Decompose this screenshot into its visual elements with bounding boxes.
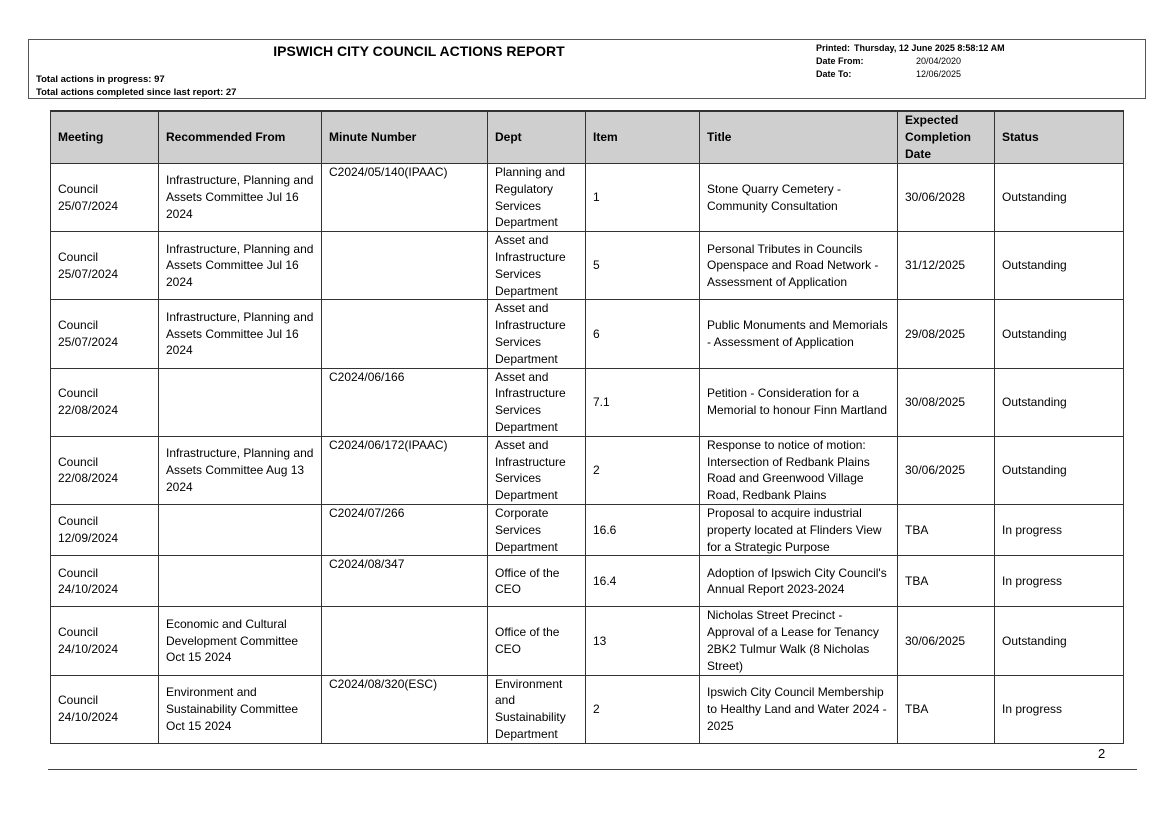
cell-status: Outstanding [995, 232, 1124, 300]
printed-label: Printed: [816, 43, 851, 53]
cell-title: Response to notice of motion: Intersection of Redbank Plains Road and Greenwood Village Road, Redbank Plains [700, 436, 898, 504]
cell-expected-completion: TBA [898, 504, 995, 555]
cell-meeting: Council 24/10/2024 [51, 675, 159, 743]
header-status: Status [995, 111, 1124, 164]
cell-minute-number [322, 607, 488, 675]
header-meeting: Meeting [51, 111, 159, 164]
cell-item: 1 [586, 164, 700, 232]
header-dept: Dept [488, 111, 586, 164]
date-from-label: Date From: [816, 56, 864, 66]
cell-meeting: Council 24/10/2024 [51, 607, 159, 675]
cell-expected-completion: 30/08/2025 [898, 368, 995, 436]
cell-recommended-from: Infrastructure, Planning and Assets Committee Jul 16 2024 [159, 164, 322, 232]
cell-status: Outstanding [995, 436, 1124, 504]
cell-title: Petition - Consideration for a Memorial to honour Finn Martland [700, 368, 898, 436]
header-item: Item [586, 111, 700, 164]
header-title: Title [700, 111, 898, 164]
cell-status: Outstanding [995, 368, 1124, 436]
cell-title: Public Monuments and Memorials - Assessment of Application [700, 300, 898, 368]
table-row [51, 232, 1124, 300]
cell-status: Outstanding [995, 164, 1124, 232]
cell-meeting: Council 22/08/2024 [51, 436, 159, 504]
cell-minute-number: C2024/08/320(ESC) [322, 675, 488, 743]
cell-dept: Environment and Sustainability Department [488, 675, 586, 743]
cell-dept: Asset and Infrastructure Services Department [488, 436, 586, 504]
cell-item: 2 [586, 436, 700, 504]
cell-dept: Corporate Services Department [488, 504, 586, 555]
date-to-row [816, 68, 1005, 81]
cell-status: In progress [995, 556, 1124, 607]
cell-minute-number: C2024/08/347 [322, 556, 488, 607]
cell-meeting: Council 12/09/2024 [51, 504, 159, 555]
cell-dept: Asset and Infrastructure Services Department [488, 368, 586, 436]
table-row [51, 300, 1124, 368]
cell-minute-number [322, 300, 488, 368]
cell-expected-completion: 31/12/2025 [898, 232, 995, 300]
cell-expected-completion: 29/08/2025 [898, 300, 995, 368]
cell-expected-completion: TBA [898, 556, 995, 607]
report-meta [816, 42, 1005, 81]
actions-table [50, 110, 1124, 744]
cell-title: Personal Tributes in Councils Openspace and Road Network - Assessment of Application [700, 232, 898, 300]
footer-divider [48, 769, 1137, 770]
total-completed: Total actions completed since last report: 27 [36, 87, 237, 98]
cell-dept: Office of the CEO [488, 607, 586, 675]
cell-recommended-from [159, 504, 322, 555]
table-row [51, 675, 1124, 743]
cell-recommended-from: Infrastructure, Planning and Assets Committee Jul 16 2024 [159, 300, 322, 368]
cell-item: 7.1 [586, 368, 700, 436]
cell-item: 2 [586, 675, 700, 743]
cell-meeting: Council 25/07/2024 [51, 300, 159, 368]
header-recommended-from: Recommended From [159, 111, 322, 164]
total-in-progress: Total actions in progress: 97 [36, 74, 165, 85]
table-row [51, 164, 1124, 232]
report-title: IPSWICH CITY COUNCIL ACTIONS REPORT [273, 43, 565, 59]
cell-minute-number: C2024/06/166 [322, 368, 488, 436]
report-header [28, 39, 1146, 99]
cell-item: 16.4 [586, 556, 700, 607]
cell-item: 5 [586, 232, 700, 300]
cell-title: Stone Quarry Cemetery - Community Consultation [700, 164, 898, 232]
cell-minute-number: C2024/07/266 [322, 504, 488, 555]
cell-status: In progress [995, 504, 1124, 555]
date-from-value: 20/04/2020 [916, 56, 962, 66]
date-to-label: Date To: [816, 69, 852, 79]
header-expected-completion-date: Expected Completion Date [898, 111, 995, 164]
page-number: 2 [1098, 746, 1106, 761]
cell-recommended-from: Infrastructure, Planning and Assets Committee Jul 16 2024 [159, 232, 322, 300]
header-minute-number: Minute Number [322, 111, 488, 164]
cell-meeting: Council 24/10/2024 [51, 556, 159, 607]
cell-dept: Asset and Infrastructure Services Department [488, 300, 586, 368]
cell-minute-number: C2024/06/172(IPAAC) [322, 436, 488, 504]
cell-title: Adoption of Ipswich City Council's Annual Report 2023-2024 [700, 556, 898, 607]
cell-meeting: Council 22/08/2024 [51, 368, 159, 436]
cell-recommended-from [159, 368, 322, 436]
cell-title: Ipswich City Council Membership to Healthy Land and Water 2024 - 2025 [700, 675, 898, 743]
cell-recommended-from [159, 556, 322, 607]
cell-title: Proposal to acquire industrial property located at Flinders View for a Strategic Purpose [700, 504, 898, 555]
table-row [51, 436, 1124, 504]
cell-meeting: Council 25/07/2024 [51, 164, 159, 232]
printed-value: Thursday, 12 June 2025 8:58:12 AM [854, 43, 1005, 53]
cell-expected-completion: 30/06/2025 [898, 436, 995, 504]
cell-expected-completion: 30/06/2025 [898, 607, 995, 675]
cell-minute-number: C2024/05/140(IPAAC) [322, 164, 488, 232]
cell-recommended-from: Environment and Sustainability Committee Oct 15 2024 [159, 675, 322, 743]
cell-status: In progress [995, 675, 1124, 743]
cell-item: 16.6 [586, 504, 700, 555]
cell-title: Nicholas Street Precinct - Approval of a Lease for Tenancy 2BK2 Tulmur Walk (8 Nicholas Street) [700, 607, 898, 675]
cell-status: Outstanding [995, 607, 1124, 675]
table-row [51, 556, 1124, 607]
cell-status: Outstanding [995, 300, 1124, 368]
date-from-row [816, 55, 1005, 68]
cell-minute-number [322, 232, 488, 300]
table-row [51, 607, 1124, 675]
date-to-value: 12/06/2025 [916, 69, 962, 79]
cell-item: 6 [586, 300, 700, 368]
table-row [51, 368, 1124, 436]
table-header-row [51, 111, 1124, 164]
cell-dept: Office of the CEO [488, 556, 586, 607]
cell-item: 13 [586, 607, 700, 675]
printed-row [816, 42, 1005, 55]
cell-dept: Planning and Regulatory Services Department [488, 164, 586, 232]
cell-recommended-from: Economic and Cultural Development Committee Oct 15 2024 [159, 607, 322, 675]
cell-expected-completion: 30/06/2028 [898, 164, 995, 232]
cell-recommended-from: Infrastructure, Planning and Assets Committee Aug 13 2024 [159, 436, 322, 504]
cell-meeting: Council 25/07/2024 [51, 232, 159, 300]
cell-expected-completion: TBA [898, 675, 995, 743]
cell-dept: Asset and Infrastructure Services Department [488, 232, 586, 300]
table-row [51, 504, 1124, 555]
